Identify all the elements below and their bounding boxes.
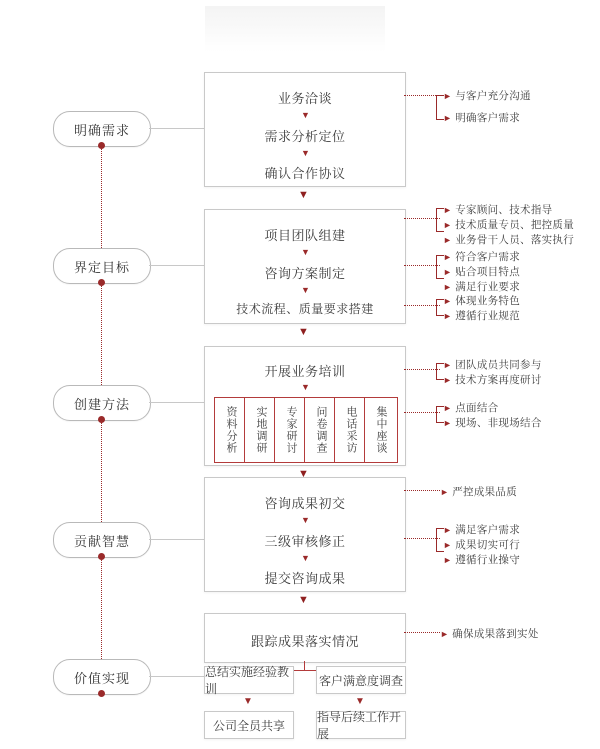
annotation-2-item-1: ► 专家顾问、技术指导 xyxy=(443,204,553,216)
stage-label-5: 价值实现 xyxy=(73,670,130,686)
annotation-8-item-3: ► 遵循行业操守 xyxy=(443,554,521,566)
box-4-chevron-2 xyxy=(300,554,311,562)
stage-spine-2-3 xyxy=(101,282,102,385)
annotation-5-item-2: ► 技术方案再度研讨 xyxy=(443,374,542,386)
arrow-icon: ► xyxy=(443,282,453,292)
ann-3-lead xyxy=(404,265,440,266)
process-box-4[interactable] xyxy=(204,477,406,592)
ann-7-lead xyxy=(404,490,440,491)
annotation-2-item-2: ► 技术质量专员、把控质量 xyxy=(443,219,575,231)
arrow-icon: ► xyxy=(443,252,453,262)
arrow-icon: ► xyxy=(440,487,450,497)
arrow-icon: ► xyxy=(443,375,453,385)
box-5-line-1: 跟踪成果落实情况 xyxy=(250,634,359,649)
box-1-line-2: 需求分析定位 xyxy=(264,129,346,144)
box-2-chevron-2 xyxy=(300,286,311,294)
box-1-chevron-1 xyxy=(300,111,311,119)
process-box-3[interactable] xyxy=(204,346,406,466)
value-box-2[interactable]: 客户满意度调查 xyxy=(316,666,406,694)
box-3-chevron-1 xyxy=(300,383,311,391)
spine-dot-1 xyxy=(98,142,105,149)
method-column-1[interactable]: 资料分析 xyxy=(214,397,248,463)
annotation-2-item-3: ► 业务骨干人员、落实执行 xyxy=(443,234,575,246)
ann-6-lead xyxy=(404,412,440,413)
annotation-6-item-2: ► 现场、非现场结合 xyxy=(443,417,542,429)
process-box-2[interactable] xyxy=(204,209,406,324)
arrow-icon: ► xyxy=(440,629,450,639)
annotation-1-item-1: ► 与客户充分沟通 xyxy=(443,90,531,102)
spine-dot-2 xyxy=(98,279,105,286)
box-2-to-3-chevron xyxy=(298,327,309,338)
arrow-icon: ► xyxy=(443,235,453,245)
connector-stage-2 xyxy=(149,265,204,266)
box-3-line-1: 开展业务培训 xyxy=(264,364,346,379)
annotation-4-item-1: ► 体现业务特色 xyxy=(443,295,521,307)
arrow-icon: ► xyxy=(443,267,453,277)
connector-stage-5 xyxy=(149,676,204,677)
value-box-4[interactable]: 指导后续工作开展 xyxy=(316,711,406,739)
stage-label-4: 贡献智慧 xyxy=(73,533,130,549)
process-box-1[interactable] xyxy=(204,72,406,187)
method-column-5[interactable]: 电话采访 xyxy=(334,397,368,463)
box-2-chevron-1 xyxy=(300,248,311,256)
box-4-line-3: 提交咨询成果 xyxy=(264,571,346,586)
box-4-line-1: 咨询成果初交 xyxy=(264,496,346,511)
method-column-4[interactable]: 问卷调查 xyxy=(304,397,338,463)
annotation-6-item-1: ► 点面结合 xyxy=(443,402,499,414)
arrow-icon: ► xyxy=(443,555,453,565)
value-split-stem xyxy=(304,661,305,670)
spine-dot-5 xyxy=(98,690,105,697)
annotation-9-item-1: ► 确保成果落到实处 xyxy=(440,628,539,640)
stage-label-1: 明确需求 xyxy=(73,122,130,138)
annotation-3-item-1: ► 符合客户需求 xyxy=(443,251,521,263)
top-watermark xyxy=(205,6,385,52)
connector-stage-4 xyxy=(149,539,204,540)
arrow-icon: ► xyxy=(443,311,453,321)
process-box-5[interactable] xyxy=(204,613,406,663)
arrow-icon: ► xyxy=(443,113,453,123)
method-column-3[interactable]: 专家研讨 xyxy=(274,397,308,463)
box-4-to-5-chevron xyxy=(298,595,309,606)
stage-label-2: 界定目标 xyxy=(73,259,130,275)
value-box-1[interactable]: 总结实施经验教训 xyxy=(204,666,294,694)
arrow-icon: ► xyxy=(443,220,453,230)
box-1-chevron-2 xyxy=(300,149,311,157)
stage-label-3: 创建方法 xyxy=(73,396,130,412)
method-column-6[interactable]: 集中座谈 xyxy=(364,397,398,463)
annotation-3-item-2: ► 贴合项目特点 xyxy=(443,266,521,278)
spine-dot-4 xyxy=(98,553,105,560)
stage-spine-3-4 xyxy=(101,419,102,522)
ann-1-lead xyxy=(404,95,440,96)
arrow-icon: ► xyxy=(443,525,453,535)
box-4-chevron-1 xyxy=(300,516,311,524)
annotation-8-item-2: ► 成果切实可行 xyxy=(443,539,521,551)
value-box-3[interactable]: 公司全员共享 xyxy=(204,711,294,739)
box-2-line-1: 项目团队组建 xyxy=(264,228,346,243)
value-chevron-2 xyxy=(355,697,365,707)
stage-spine-4-5 xyxy=(101,556,102,659)
box-4-line-2: 三级审核修正 xyxy=(264,534,346,549)
arrow-icon: ► xyxy=(443,205,453,215)
arrow-icon: ► xyxy=(443,91,453,101)
ann-8-lead xyxy=(404,538,440,539)
arrow-icon: ► xyxy=(443,418,453,428)
spine-dot-3 xyxy=(98,416,105,423)
annotation-4-item-2: ► 遵循行业规范 xyxy=(443,310,521,322)
ann-9-lead xyxy=(404,632,440,633)
arrow-icon: ► xyxy=(443,360,453,370)
annotation-3-item-3: ► 满足行业要求 xyxy=(443,281,521,293)
annotation-7-item-1: ► 严控成果品质 xyxy=(440,486,518,498)
arrow-icon: ► xyxy=(443,540,453,550)
ann-4-lead xyxy=(404,305,440,306)
ann-2-lead xyxy=(404,218,440,219)
arrow-icon: ► xyxy=(443,403,453,413)
box-1-line-3: 确认合作协议 xyxy=(264,166,346,181)
box-1-line-1: 业务洽谈 xyxy=(277,91,332,106)
connector-stage-1 xyxy=(149,128,204,129)
annotation-8-item-1: ► 满足客户需求 xyxy=(443,524,521,536)
box-2-line-3: 技术流程、质量要求搭建 xyxy=(236,302,374,316)
stage-spine-1-2 xyxy=(101,145,102,248)
annotation-1-item-2: ► 明确客户需求 xyxy=(443,112,521,124)
annotation-5-item-1: ► 团队成员共同参与 xyxy=(443,359,542,371)
box-1-to-2-chevron xyxy=(298,190,309,201)
box-2-line-2: 咨询方案制定 xyxy=(264,266,346,281)
value-chevron-1 xyxy=(243,697,253,707)
arrow-icon: ► xyxy=(443,296,453,306)
method-column-2[interactable]: 实地调研 xyxy=(244,397,278,463)
ann-5-lead xyxy=(404,369,440,370)
connector-stage-3 xyxy=(149,402,204,403)
